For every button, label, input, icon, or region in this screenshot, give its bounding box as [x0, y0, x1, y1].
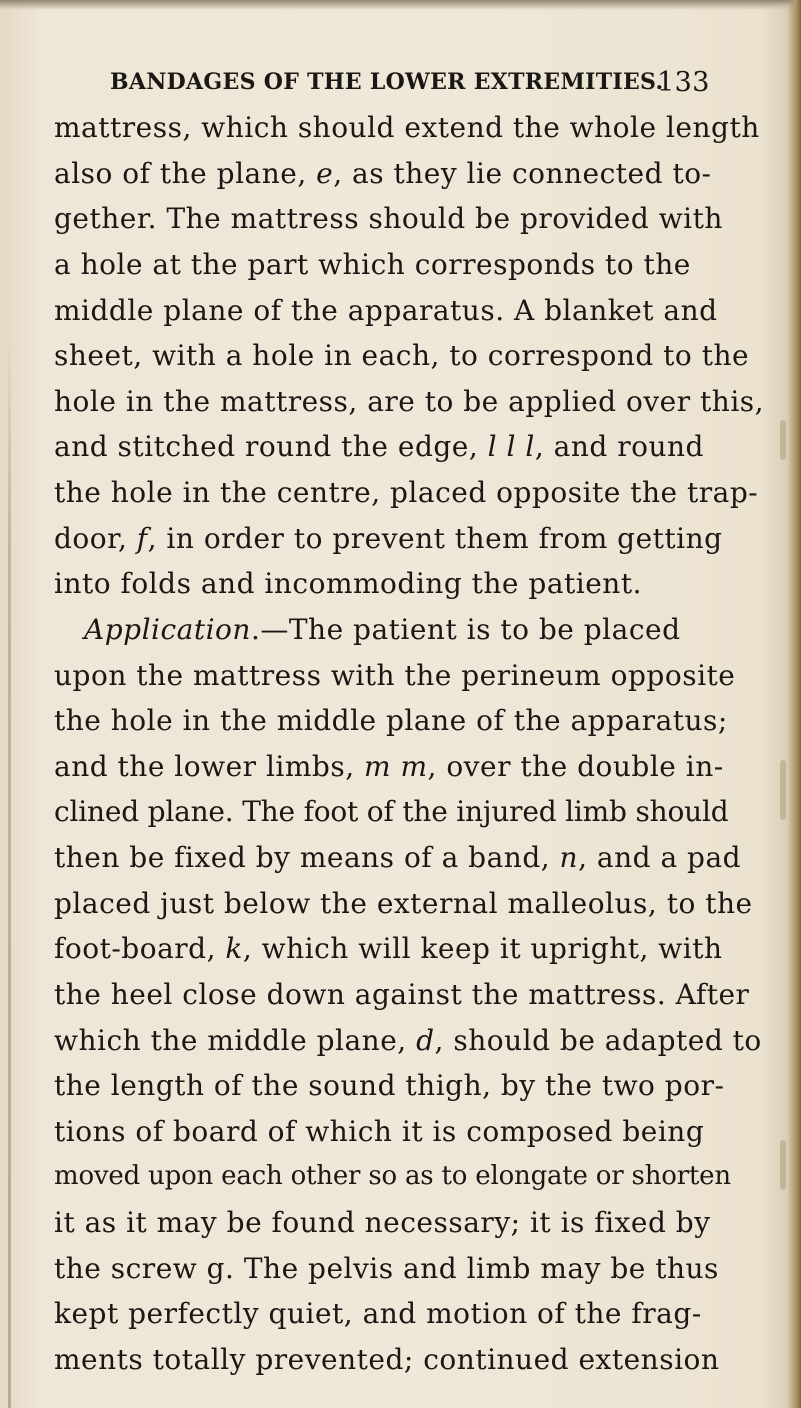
line-text: , and a pad [578, 841, 742, 875]
line-text: ments totally prevented; continued extension [54, 1343, 720, 1376]
line-text: moved upon each other so as to elongate or shorten [54, 1161, 731, 1192]
text-line [54, 293, 718, 327]
line-italic: m m [364, 749, 428, 783]
line-text: the hole in the centre, placed opposite the trap- [54, 476, 759, 510]
line-text: placed just below the external malleolus, to the [54, 886, 753, 920]
line-text: also of the plane, [54, 156, 317, 190]
text-line [54, 1114, 705, 1148]
page-gutter-shadow [8, 330, 11, 1408]
line-text: upon the mattress with the perineum opposite [54, 658, 736, 692]
text-line [54, 521, 723, 555]
line-text: , as they lie connected to- [333, 156, 712, 190]
line-text: , in order to prevent them from getting [147, 521, 723, 555]
line-text: the hole in the middle plane of the apparatus; [54, 704, 728, 738]
line-text: gether. The mattress should be provided with [54, 202, 723, 236]
line-italic: n [559, 841, 579, 875]
page-top-edge [0, 0, 801, 10]
line-text: a hole at the part which corresponds to the [54, 247, 691, 281]
text-line [54, 795, 729, 829]
text-line [54, 156, 712, 190]
text-line [54, 339, 750, 373]
line-text: middle plane of the apparatus. A blanket and [54, 293, 718, 327]
line-text: foot-board, [54, 932, 226, 966]
text-line [54, 476, 759, 510]
line-italic: k [225, 932, 243, 966]
edge-stain [780, 420, 786, 460]
line-text: clined plane. The foot of the injured limb should [54, 795, 729, 829]
text-line [54, 658, 736, 692]
line-italic: f [136, 521, 148, 555]
text-line [54, 886, 753, 920]
text-line [54, 841, 742, 875]
text-line [54, 932, 723, 966]
line-italic: d [416, 1023, 435, 1057]
text-line [54, 430, 704, 464]
text-line [54, 247, 691, 281]
line-text: , over the double in- [427, 749, 724, 783]
edge-stain [780, 760, 786, 820]
text-line [54, 111, 760, 144]
line-italic: e [316, 156, 334, 190]
line-text: mattress, which should extend the whole length [54, 111, 760, 144]
line-text: the length of the sound thigh, by the two por- [54, 1069, 725, 1103]
page-number: 133 [656, 67, 710, 98]
line-text: .—The patient is to be placed [250, 612, 681, 646]
line-text: , and round [534, 430, 704, 464]
line-text: into folds and incommoding the patient. [54, 567, 642, 601]
line-text: kept perfectly quiet, and motion of the frag- [54, 1297, 702, 1331]
text-line [54, 1069, 725, 1103]
line-text: , which will keep it upright, with [242, 932, 723, 966]
line-text: sheet, with a hole in each, to correspond to the [54, 339, 750, 373]
running-title: BANDAGES OF THE LOWER EXTREMITIES. [110, 69, 664, 95]
line-text: and the lower limbs, [54, 749, 364, 783]
line-text: tions of board of which it is composed being [54, 1114, 705, 1148]
line-text: hole in the mattress, are to be applied over this, [54, 384, 765, 418]
text-line [84, 612, 681, 646]
line-text: the heel close down against the mattress. After [54, 977, 750, 1011]
text-line [54, 567, 642, 601]
line-text: door, [54, 521, 137, 555]
line-italic: l l l [487, 430, 535, 464]
line-text: and stitched round the edge, [54, 430, 488, 464]
text-line [54, 704, 728, 738]
text-line [54, 1206, 711, 1240]
line-text: the screw g. The pelvis and limb may be thus [54, 1251, 719, 1285]
page-right-edge [787, 0, 801, 1408]
edge-stain [780, 1140, 786, 1190]
text-line [54, 202, 723, 236]
text-line [54, 1161, 731, 1192]
line-text: then be fixed by means of a band, [54, 841, 560, 875]
text-line [54, 1297, 702, 1331]
text-line [54, 977, 750, 1011]
text-line [54, 1251, 719, 1285]
text-line [54, 1343, 720, 1376]
line-italic: Application [84, 612, 251, 646]
line-text: which the middle plane, [54, 1023, 417, 1057]
text-line [54, 384, 765, 418]
line-text: it as it may be found necessary; it is fixed by [54, 1206, 711, 1240]
text-line [54, 1023, 762, 1057]
line-text: , should be adapted to [434, 1023, 762, 1057]
text-line [54, 749, 724, 783]
